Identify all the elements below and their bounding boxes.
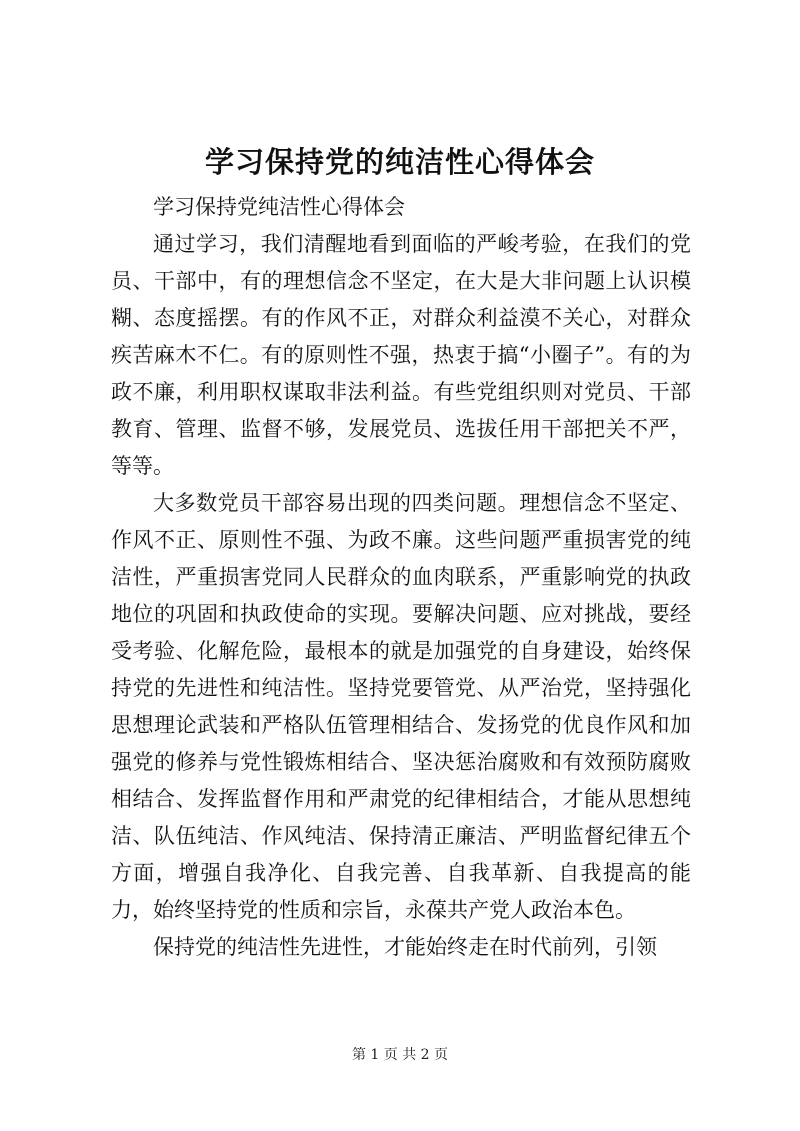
page-number: 第 1 页 共 2 页 (351, 1047, 449, 1063)
page-footer (0, 1045, 800, 1065)
document-subtitle: 学习保持党纯洁性心得体会 (153, 195, 405, 219)
document-body (111, 189, 691, 966)
page-title: 学习保持党的纯洁性心得体会 (204, 145, 595, 179)
body-paragraph: 大多数党员干部容易出现的四类问题。理想信念不坚定、作风不正、原则性不强、为政不廉。这些问题严重损害党的纯洁性，严重损害党同人民群众的血肉联系，严重影响党的执政地位的巩固和执政使命的实现。要解决问题、应对挑战，要经受考验、化解危险，最根本的就是加强党的自身建设，始终保持党的先进性和纯洁性。坚持党要管党、从严治党，坚持强化思想理论武装和严格队伍管理相结合、发扬党的优良作风和加强党的修养与党性锻炼相结合、坚决惩治腐败和有效预防腐败相结合、发挥监督作用和严肃党的纪律相结合，才能从思想纯洁、队伍纯洁、作风纯洁、保持清正廉洁、严明监督纪律五个方面，增强自我净化、自我完善、自我革新、自我提高的能力，始终坚持党的性质和宗旨，永葆共产党人政治本色。 (111, 491, 691, 922)
body-paragraph: 保持党的纯洁性先进性，才能始终走在时代前列，引领 (153, 935, 657, 959)
body-paragraph: 通过学习，我们清醒地看到面临的严峻考验，在我们的党员、干部中，有的理想信念不坚定，在大是大非问题上认识模糊、态度摇摆。有的作风不正，对群众利益漠不关心，对群众疾苦麻木不仁。有的原则性不强，热衷于搞“小圈子”。有的为政不廉，利用职权谋取非法利益。有些党组织则对党员、干部教育、管理、监督不够，发展党员、选拔任用干部把关不严，等等。 (111, 232, 691, 478)
